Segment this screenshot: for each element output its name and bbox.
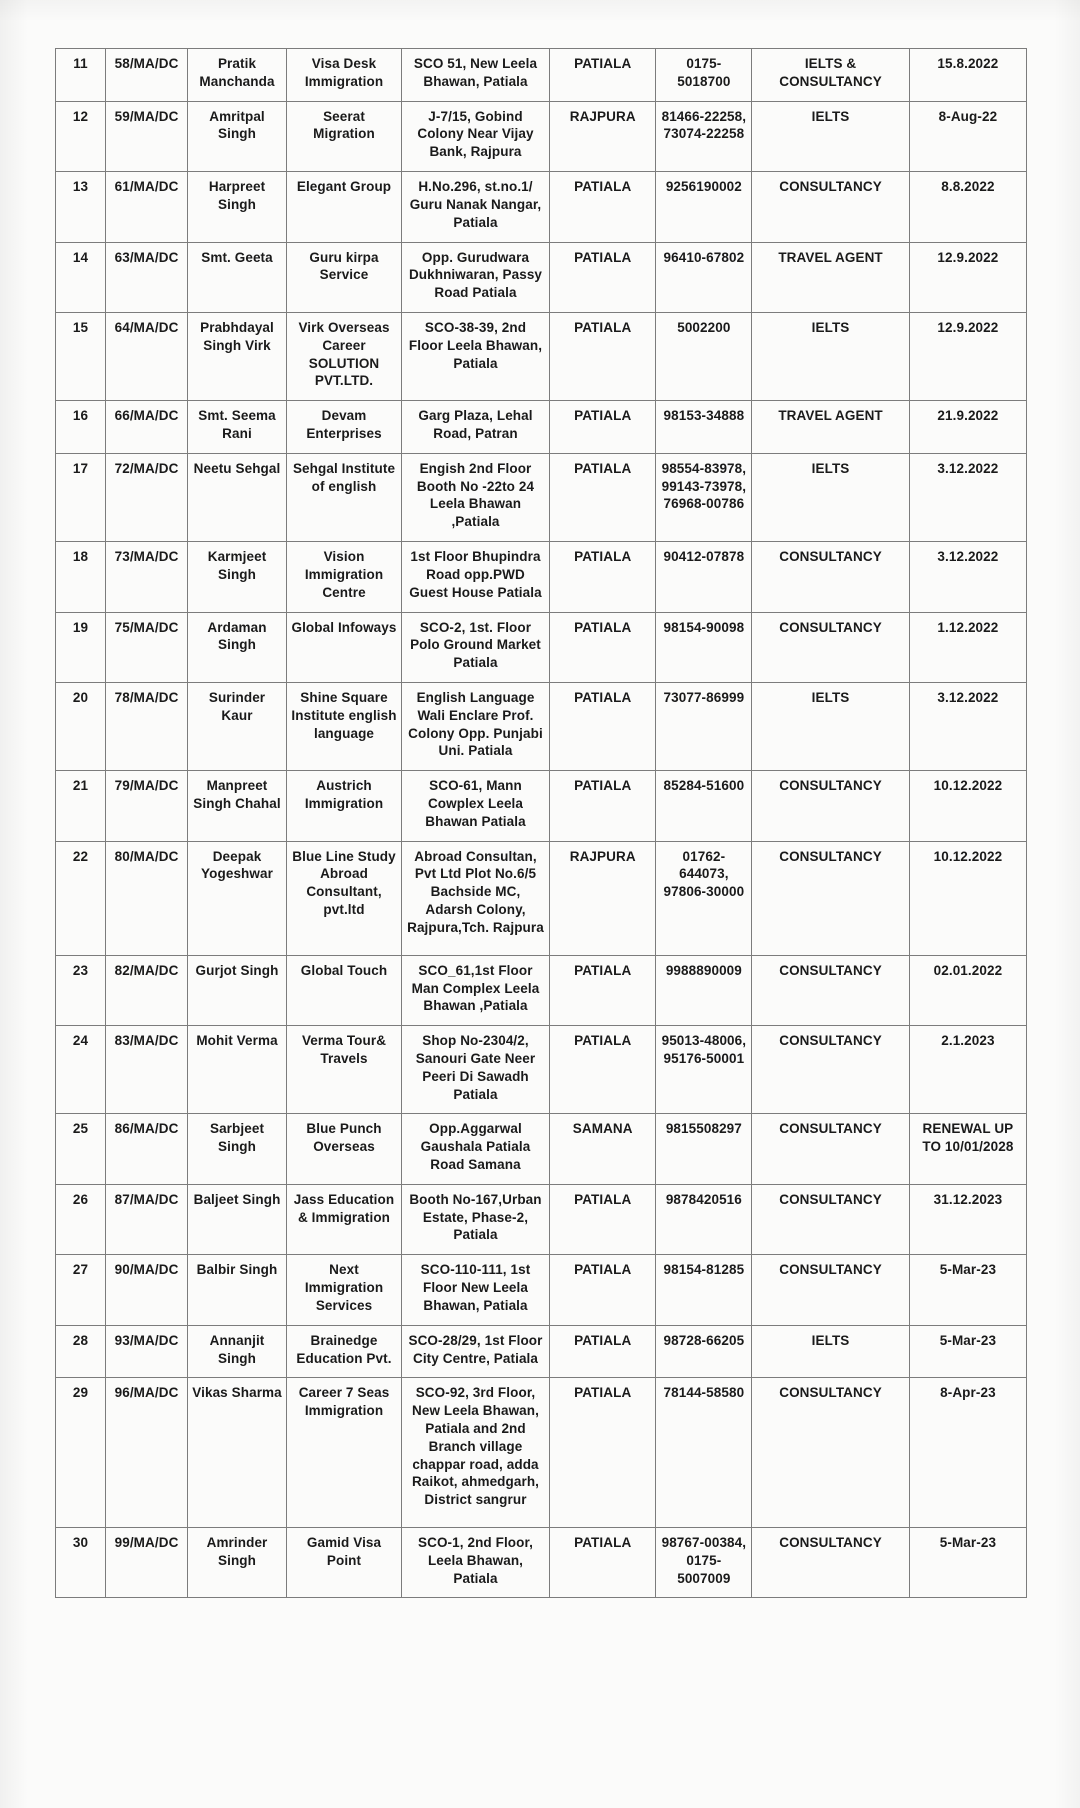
cell-name: Smt. Geeta (188, 242, 287, 312)
cell-type: CONSULTANCY (752, 612, 910, 682)
cell-registration-no: 59/MA/DC (106, 101, 188, 171)
cell-firm-name: Blue Punch Overseas (287, 1114, 402, 1184)
cell-name: Pratik Manchanda (188, 49, 287, 102)
table-row (56, 682, 1027, 770)
cell-registration-no: 75/MA/DC (106, 612, 188, 682)
table-row (56, 312, 1027, 400)
cell-sr-no: 22 (56, 841, 106, 955)
cell-phone: 81466-22258, 73074-22258 (656, 101, 752, 171)
cell-phone: 98153-34888 (656, 401, 752, 454)
cell-registration-no: 73/MA/DC (106, 542, 188, 612)
table-row (56, 1325, 1027, 1378)
cell-sr-no: 28 (56, 1325, 106, 1378)
cell-type: CONSULTANCY (752, 1184, 910, 1254)
cell-registration-no: 66/MA/DC (106, 401, 188, 454)
cell-date: 8-Aug-22 (909, 101, 1026, 171)
cell-registration-no: 61/MA/DC (106, 172, 188, 242)
cell-firm-name: Vision Immigration Centre (287, 542, 402, 612)
cell-registration-no: 78/MA/DC (106, 682, 188, 770)
cell-type: TRAVEL AGENT (752, 242, 910, 312)
cell-sr-no: 16 (56, 401, 106, 454)
cell-type: CONSULTANCY (752, 841, 910, 955)
cell-phone: 78144-58580 (656, 1378, 752, 1528)
cell-city: PATIALA (549, 612, 655, 682)
cell-registration-no: 80/MA/DC (106, 841, 188, 955)
cell-address: SCO-2, 1st. Floor Polo Ground Market Patiala (402, 612, 550, 682)
cell-type: IELTS (752, 312, 910, 400)
cell-type: CONSULTANCY (752, 1114, 910, 1184)
cell-address: English Language Wali Enclare Prof. Colony Opp. Punjabi Uni. Patiala (402, 682, 550, 770)
cell-date: 10.12.2022 (909, 771, 1026, 841)
cell-city: PATIALA (549, 1184, 655, 1254)
cell-type: CONSULTANCY (752, 1026, 910, 1114)
cell-name: Balbir Singh (188, 1255, 287, 1325)
cell-type: IELTS (752, 682, 910, 770)
cell-type: CONSULTANCY (752, 542, 910, 612)
cell-sr-no: 29 (56, 1378, 106, 1528)
cell-firm-name: Visa Desk Immigration (287, 49, 402, 102)
cell-sr-no: 27 (56, 1255, 106, 1325)
cell-phone: 01762-644073, 97806-30000 (656, 841, 752, 955)
cell-city: PATIALA (549, 401, 655, 454)
cell-address: Engish 2nd Floor Booth No -22to 24 Leela Bhawan ,Patiala (402, 453, 550, 541)
cell-type: IELTS & CONSULTANCY (752, 49, 910, 102)
cell-city: SAMANA (549, 1114, 655, 1184)
cell-city: PATIALA (549, 682, 655, 770)
cell-type: CONSULTANCY (752, 955, 910, 1025)
cell-type: CONSULTANCY (752, 1378, 910, 1528)
table-row (56, 242, 1027, 312)
table-row (56, 1378, 1027, 1528)
cell-date: 5-Mar-23 (909, 1528, 1026, 1598)
cell-registration-no: 82/MA/DC (106, 955, 188, 1025)
cell-sr-no: 25 (56, 1114, 106, 1184)
cell-city: PATIALA (549, 242, 655, 312)
cell-sr-no: 26 (56, 1184, 106, 1254)
cell-date: 21.9.2022 (909, 401, 1026, 454)
cell-city: PATIALA (549, 49, 655, 102)
cell-name: Prabhdayal Singh Virk (188, 312, 287, 400)
cell-name: Smt. Seema Rani (188, 401, 287, 454)
cell-city: PATIALA (549, 771, 655, 841)
cell-name: Karmjeet Singh (188, 542, 287, 612)
cell-name: Gurjot Singh (188, 955, 287, 1025)
cell-name: Annanjit Singh (188, 1325, 287, 1378)
registry-table (55, 48, 1027, 1598)
cell-date: 3.12.2022 (909, 682, 1026, 770)
table-row (56, 1528, 1027, 1598)
table-row (56, 1255, 1027, 1325)
cell-phone: 98154-90098 (656, 612, 752, 682)
table-row (56, 1184, 1027, 1254)
cell-type: IELTS (752, 453, 910, 541)
cell-phone: 85284-51600 (656, 771, 752, 841)
cell-phone: 98728-66205 (656, 1325, 752, 1378)
table-row (56, 172, 1027, 242)
cell-date: 8.8.2022 (909, 172, 1026, 242)
cell-phone: 95013-48006, 95176-50001 (656, 1026, 752, 1114)
cell-type: CONSULTANCY (752, 771, 910, 841)
cell-phone: 9988890009 (656, 955, 752, 1025)
cell-name: Surinder Kaur (188, 682, 287, 770)
cell-name: Vikas Sharma (188, 1378, 287, 1528)
cell-firm-name: Devam Enterprises (287, 401, 402, 454)
cell-date: 12.9.2022 (909, 312, 1026, 400)
cell-phone: 9878420516 (656, 1184, 752, 1254)
cell-registration-no: 83/MA/DC (106, 1026, 188, 1114)
cell-registration-no: 86/MA/DC (106, 1114, 188, 1184)
cell-date: 5-Mar-23 (909, 1325, 1026, 1378)
cell-type: TRAVEL AGENT (752, 401, 910, 454)
cell-type: CONSULTANCY (752, 172, 910, 242)
cell-date: 15.8.2022 (909, 49, 1026, 102)
table-row (56, 771, 1027, 841)
cell-city: PATIALA (549, 172, 655, 242)
cell-address: SCO-1, 2nd Floor, Leela Bhawan, Patiala (402, 1528, 550, 1598)
cell-city: PATIALA (549, 1378, 655, 1528)
cell-registration-no: 96/MA/DC (106, 1378, 188, 1528)
cell-city: PATIALA (549, 453, 655, 541)
registry-table-container (55, 48, 1027, 1598)
cell-city: RAJPURA (549, 101, 655, 171)
cell-address: Booth No-167,Urban Estate, Phase-2, Patiala (402, 1184, 550, 1254)
cell-city: PATIALA (549, 1026, 655, 1114)
cell-firm-name: Global Infoways (287, 612, 402, 682)
cell-name: Neetu Sehgal (188, 453, 287, 541)
cell-city: PATIALA (549, 955, 655, 1025)
cell-address: Garg Plaza, Lehal Road, Patran (402, 401, 550, 454)
cell-address: 1st Floor Bhupindra Road opp.PWD Guest House Patiala (402, 542, 550, 612)
cell-firm-name: Gamid Visa Point (287, 1528, 402, 1598)
cell-address: SCO-38-39, 2nd Floor Leela Bhawan, Patiala (402, 312, 550, 400)
cell-type: CONSULTANCY (752, 1255, 910, 1325)
cell-type: IELTS (752, 1325, 910, 1378)
table-row (56, 101, 1027, 171)
cell-address: Abroad Consultan, Pvt Ltd Plot No.6/5 Bachside MC, Adarsh Colony, Rajpura,Tch. Rajpura (402, 841, 550, 955)
cell-name: Amrinder Singh (188, 1528, 287, 1598)
cell-date: 5-Mar-23 (909, 1255, 1026, 1325)
cell-address: SCO 51, New Leela Bhawan, Patiala (402, 49, 550, 102)
cell-address: Opp. Gurudwara Dukhniwaran, Passy Road Patiala (402, 242, 550, 312)
cell-firm-name: Seerat Migration (287, 101, 402, 171)
cell-sr-no: 18 (56, 542, 106, 612)
cell-date: 8-Apr-23 (909, 1378, 1026, 1528)
cell-firm-name: Jass Education & Immigration (287, 1184, 402, 1254)
cell-registration-no: 93/MA/DC (106, 1325, 188, 1378)
cell-address: Opp.Aggarwal Gaushala Patiala Road Samana (402, 1114, 550, 1184)
cell-registration-no: 87/MA/DC (106, 1184, 188, 1254)
cell-date: 3.12.2022 (909, 542, 1026, 612)
cell-sr-no: 21 (56, 771, 106, 841)
cell-firm-name: Sehgal Institute of english (287, 453, 402, 541)
cell-registration-no: 63/MA/DC (106, 242, 188, 312)
cell-sr-no: 14 (56, 242, 106, 312)
table-row (56, 49, 1027, 102)
cell-name: Manpreet Singh Chahal (188, 771, 287, 841)
cell-phone: 90412-07878 (656, 542, 752, 612)
cell-sr-no: 12 (56, 101, 106, 171)
cell-firm-name: Global Touch (287, 955, 402, 1025)
cell-address: SCO-28/29, 1st Floor City Centre, Patiala (402, 1325, 550, 1378)
cell-address: SCO-61, Mann Cowplex Leela Bhawan Patiala (402, 771, 550, 841)
table-row (56, 955, 1027, 1025)
cell-type: CONSULTANCY (752, 1528, 910, 1598)
cell-sr-no: 13 (56, 172, 106, 242)
cell-firm-name: Shine Square Institute english language (287, 682, 402, 770)
cell-phone: 0175-5018700 (656, 49, 752, 102)
cell-date: 02.01.2022 (909, 955, 1026, 1025)
cell-sr-no: 19 (56, 612, 106, 682)
cell-date: 2.1.2023 (909, 1026, 1026, 1114)
cell-phone: 98154-81285 (656, 1255, 752, 1325)
cell-firm-name: Elegant Group (287, 172, 402, 242)
table-row (56, 612, 1027, 682)
cell-firm-name: Blue Line Study Abroad Consultant, pvt.ltd (287, 841, 402, 955)
table-row (56, 542, 1027, 612)
cell-date: 31.12.2023 (909, 1184, 1026, 1254)
cell-firm-name: Virk Overseas Career SOLUTION PVT.LTD. (287, 312, 402, 400)
cell-firm-name: Guru kirpa Service (287, 242, 402, 312)
cell-sr-no: 30 (56, 1528, 106, 1598)
table-row (56, 401, 1027, 454)
table-row (56, 1114, 1027, 1184)
cell-firm-name: Career 7 Seas Immigration (287, 1378, 402, 1528)
cell-phone: 96410-67802 (656, 242, 752, 312)
cell-type: IELTS (752, 101, 910, 171)
cell-address: H.No.296, st.no.1/ Guru Nanak Nangar, Patiala (402, 172, 550, 242)
cell-firm-name: Austrich Immigration (287, 771, 402, 841)
cell-name: Baljeet Singh (188, 1184, 287, 1254)
cell-name: Deepak Yogeshwar (188, 841, 287, 955)
cell-name: Harpreet Singh (188, 172, 287, 242)
cell-name: Mohit Verma (188, 1026, 287, 1114)
cell-city: RAJPURA (549, 841, 655, 955)
cell-sr-no: 23 (56, 955, 106, 1025)
cell-registration-no: 58/MA/DC (106, 49, 188, 102)
cell-firm-name: Verma Tour& Travels (287, 1026, 402, 1114)
cell-city: PATIALA (549, 312, 655, 400)
cell-firm-name: Brainedge Education Pvt. (287, 1325, 402, 1378)
cell-registration-no: 90/MA/DC (106, 1255, 188, 1325)
table-row (56, 453, 1027, 541)
cell-sr-no: 15 (56, 312, 106, 400)
cell-phone: 9256190002 (656, 172, 752, 242)
cell-address: SCO_61,1st Floor Man Complex Leela Bhawan ,Patiala (402, 955, 550, 1025)
cell-address: SCO-92, 3rd Floor, New Leela Bhawan, Patiala and 2nd Branch village chappar road, adda Raikot, ahmedgarh, District sangrur (402, 1378, 550, 1528)
cell-date: 1.12.2022 (909, 612, 1026, 682)
cell-date: 3.12.2022 (909, 453, 1026, 541)
cell-city: PATIALA (549, 1325, 655, 1378)
cell-registration-no: 99/MA/DC (106, 1528, 188, 1598)
cell-city: PATIALA (549, 1528, 655, 1598)
cell-registration-no: 79/MA/DC (106, 771, 188, 841)
cell-city: PATIALA (549, 542, 655, 612)
table-row (56, 841, 1027, 955)
cell-sr-no: 20 (56, 682, 106, 770)
cell-name: Amritpal Singh (188, 101, 287, 171)
cell-address: J-7/15, Gobind Colony Near Vijay Bank, Rajpura (402, 101, 550, 171)
cell-phone: 98554-83978, 99143-73978, 76968-00786 (656, 453, 752, 541)
cell-city: PATIALA (549, 1255, 655, 1325)
cell-date: 10.12.2022 (909, 841, 1026, 955)
cell-phone: 98767-00384, 0175-5007009 (656, 1528, 752, 1598)
cell-firm-name: Next Immigration Services (287, 1255, 402, 1325)
cell-address: Shop No-2304/2, Sanouri Gate Neer Peeri Di Sawadh Patiala (402, 1026, 550, 1114)
cell-sr-no: 17 (56, 453, 106, 541)
cell-name: Ardaman Singh (188, 612, 287, 682)
cell-phone: 73077-86999 (656, 682, 752, 770)
table-row (56, 1026, 1027, 1114)
registry-table-body (56, 49, 1027, 1598)
cell-sr-no: 11 (56, 49, 106, 102)
cell-date: RENEWAL UP TO 10/01/2028 (909, 1114, 1026, 1184)
cell-phone: 9815508297 (656, 1114, 752, 1184)
cell-name: Sarbjeet Singh (188, 1114, 287, 1184)
cell-sr-no: 24 (56, 1026, 106, 1114)
cell-address: SCO-110-111, 1st Floor New Leela Bhawan, Patiala (402, 1255, 550, 1325)
cell-phone: 5002200 (656, 312, 752, 400)
cell-registration-no: 64/MA/DC (106, 312, 188, 400)
cell-registration-no: 72/MA/DC (106, 453, 188, 541)
cell-date: 12.9.2022 (909, 242, 1026, 312)
